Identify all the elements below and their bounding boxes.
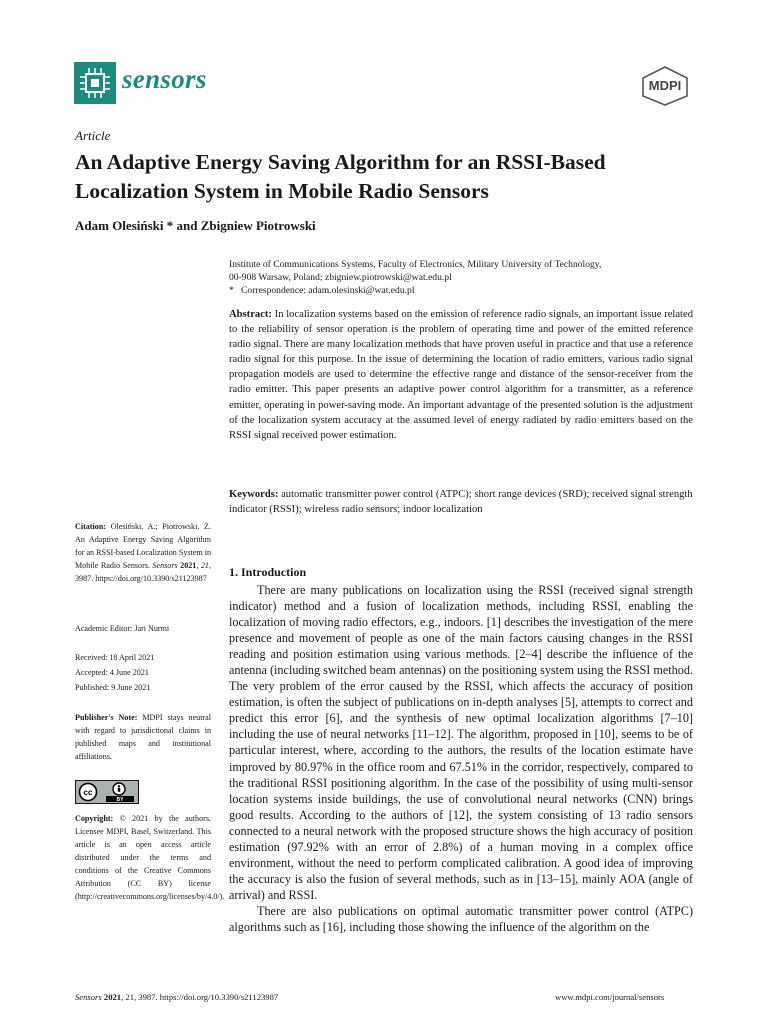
footer-doi[interactable]: , 21, 3987. https://doi.org/10.3390/s21123987 bbox=[121, 992, 279, 1002]
received-date: Received: 18 April 2021 bbox=[75, 653, 155, 662]
journal-name: sensors bbox=[122, 64, 207, 94]
published-date: Published: 9 June 2021 bbox=[75, 683, 151, 692]
keywords bbox=[229, 487, 693, 517]
footer-citation bbox=[75, 992, 278, 1002]
abstract-label: Abstract: bbox=[229, 309, 272, 320]
keywords-text: automatic transmitter power control (ATPC); short range devices (SRD); received signal strength indicator (RSSI); wireless radio sensors; indoor localization bbox=[229, 489, 693, 516]
affiliation-block bbox=[229, 258, 699, 297]
citation-text: Olesiński, A.; Piotrowski, Z. An Adaptive Energy Saving Algorithm for an RSSI-based Localization System in Mobile Radio Sensors. bbox=[75, 522, 211, 570]
accepted-date: Accepted: 4 June 2021 bbox=[75, 668, 149, 677]
correspondence-marker: * bbox=[229, 285, 234, 296]
article-title: An Adaptive Energy Saving Algorithm for an RSSI-Based Localization System in Mobile Radio Sensors bbox=[75, 150, 606, 203]
citation-volume: 21 bbox=[200, 561, 209, 570]
academic-editor: Academic Editor: Jari Nurmi bbox=[75, 624, 170, 633]
paragraph: There are many publications on localization using the RSSI (received signal strength indicator) method and a fusion of localization methods, including RSSI, enabling the localization of moving radio effectors, e.g., indoors. [1] describes the investigation of the mere presence and movement of people as one of the main factors causing changes in the RSSI reading and position estimation using various methods. [2–4] describe the influence of the antenna (including switched beam antennas) on the positioning system using the RSSI method. The very problem of the error caused by the RSSI, which affects the accuracy of position estimation, is often the subject of publications on in-depth analyses [5], attempts to correct and predict this error [6], and the synthesis of new optimal localization algorithms [7–10] including the use of neural networks [11–12]. The algorithm, proposed in [10], seems to be of particular interest, where, according to the authors, the results of the location estimate have improved by 80.97% in the office room and 67.51% in the corridor, respectively, compared to the traditional RSSI positioning algorithm. In the case of the possibility of using multi-sensor location systems inside buildings, the use of convolutional neural networks (CNN) brings good results. According to the authors of [12], the system consisting of 13 radio sensors connected to a neural network with the proposed structure shows the high accuracy of position estimation (97.92% with an error of 2.8%) of a human moving in a complex office environment, without the need to perform complicated calibration. A good idea of improving the accuracy is also the fusion of several methods, such as in [13–15], mainly AOA (angle of arrival) and RSSI. bbox=[229, 583, 693, 902]
paragraph: There are also publications on optimal automatic transmitter power control (ATPC) algorithms such as [16], including those showing the influence of the algorithm on the bbox=[229, 903, 693, 934]
copyright-label: Copyright: bbox=[75, 814, 114, 823]
affiliation-line: 00-908 Warsaw, Poland; zbigniew.piotrowski@wat.edu.pl bbox=[229, 272, 452, 283]
section-body bbox=[229, 582, 693, 935]
citation-label: Citation: bbox=[75, 522, 107, 531]
cc-by-license-icon[interactable] bbox=[75, 780, 139, 804]
correspondence-email[interactable]: Correspondence: adam.olesinski@wat.edu.pl bbox=[241, 285, 415, 296]
footer-year: 2021 bbox=[103, 992, 122, 1002]
publishers-note bbox=[75, 711, 211, 763]
citation-doi[interactable]: , 3987. https://doi.org/10.3390/s21123987 bbox=[75, 561, 211, 583]
license-badge-text: BY bbox=[116, 797, 124, 803]
publishers-note-label: Publisher's Note: bbox=[75, 713, 138, 722]
footer-url[interactable]: www.mdpi.com/journal/sensors bbox=[555, 992, 665, 1002]
footer-journal: Sensors bbox=[75, 992, 102, 1002]
author-list: Adam Olesiński * and Zbigniew Piotrowski bbox=[75, 218, 316, 233]
keywords-label: Keywords: bbox=[229, 489, 279, 500]
copyright-block bbox=[75, 812, 225, 903]
section-heading: 1. Introduction bbox=[229, 565, 307, 579]
copyright-text: © 2021 by the authors. Licensee MDPI, Basel, Switzerland. This article is an open access article distributed under the terms and conditions of the Creative Commons Attribution (CC BY) license (http://creativecommons.org/licenses/by/4.0/). bbox=[75, 814, 225, 901]
affiliation-line: Institute of Communications Systems, Faculty of Electronics, Military University of Technology, bbox=[229, 259, 602, 270]
abstract-text: In localization systems based on the emission of reference radio signals, an important issue related to the reliability of sensor operation is the problem of operating time and power of the emitted reference radio signal. There are many localization methods that have proven useful in practice and that use a reference radio signal for this purpose. In the issue of determining the location of radio emitters, various radio signal propagation models are used to determine the effective range and distance of the sensor-receiver from the radio emitter. This paper presents an adaptive power control algorithm for a transmitter, as a reference emitter, operating in power-saving mode. An important advantage of the presented solution is the adjustment of the localization system accuracy at the assumed level of energy radiated by radio emitters based on the RSSI signal received power estimation. bbox=[229, 309, 693, 441]
article-type-label: Article bbox=[75, 128, 111, 143]
publisher-name: MDPI bbox=[648, 78, 682, 93]
abstract bbox=[229, 307, 693, 443]
correspondence-line bbox=[229, 284, 699, 297]
svg-text:cc: cc bbox=[83, 788, 93, 797]
journal-logo-icon bbox=[74, 62, 116, 104]
mdpi-logo bbox=[640, 66, 690, 106]
publishers-note-text: MDPI stays neutral with regard to jurisdictional claims in published maps and institutional affiliations. bbox=[75, 713, 211, 761]
citation-block: Citation: Olesiński, A.; Piotrowski, Z. An Adaptive Energy Saving Algorithm for an RSSI-based Localization System in Mobile Radio Sensors. Sensors 2021, 21, 3987. https://doi.org/10.3390/s21123987 bbox=[75, 522, 211, 583]
citation-year: 2021 bbox=[180, 561, 197, 570]
citation-journal: Sensors bbox=[152, 561, 178, 570]
